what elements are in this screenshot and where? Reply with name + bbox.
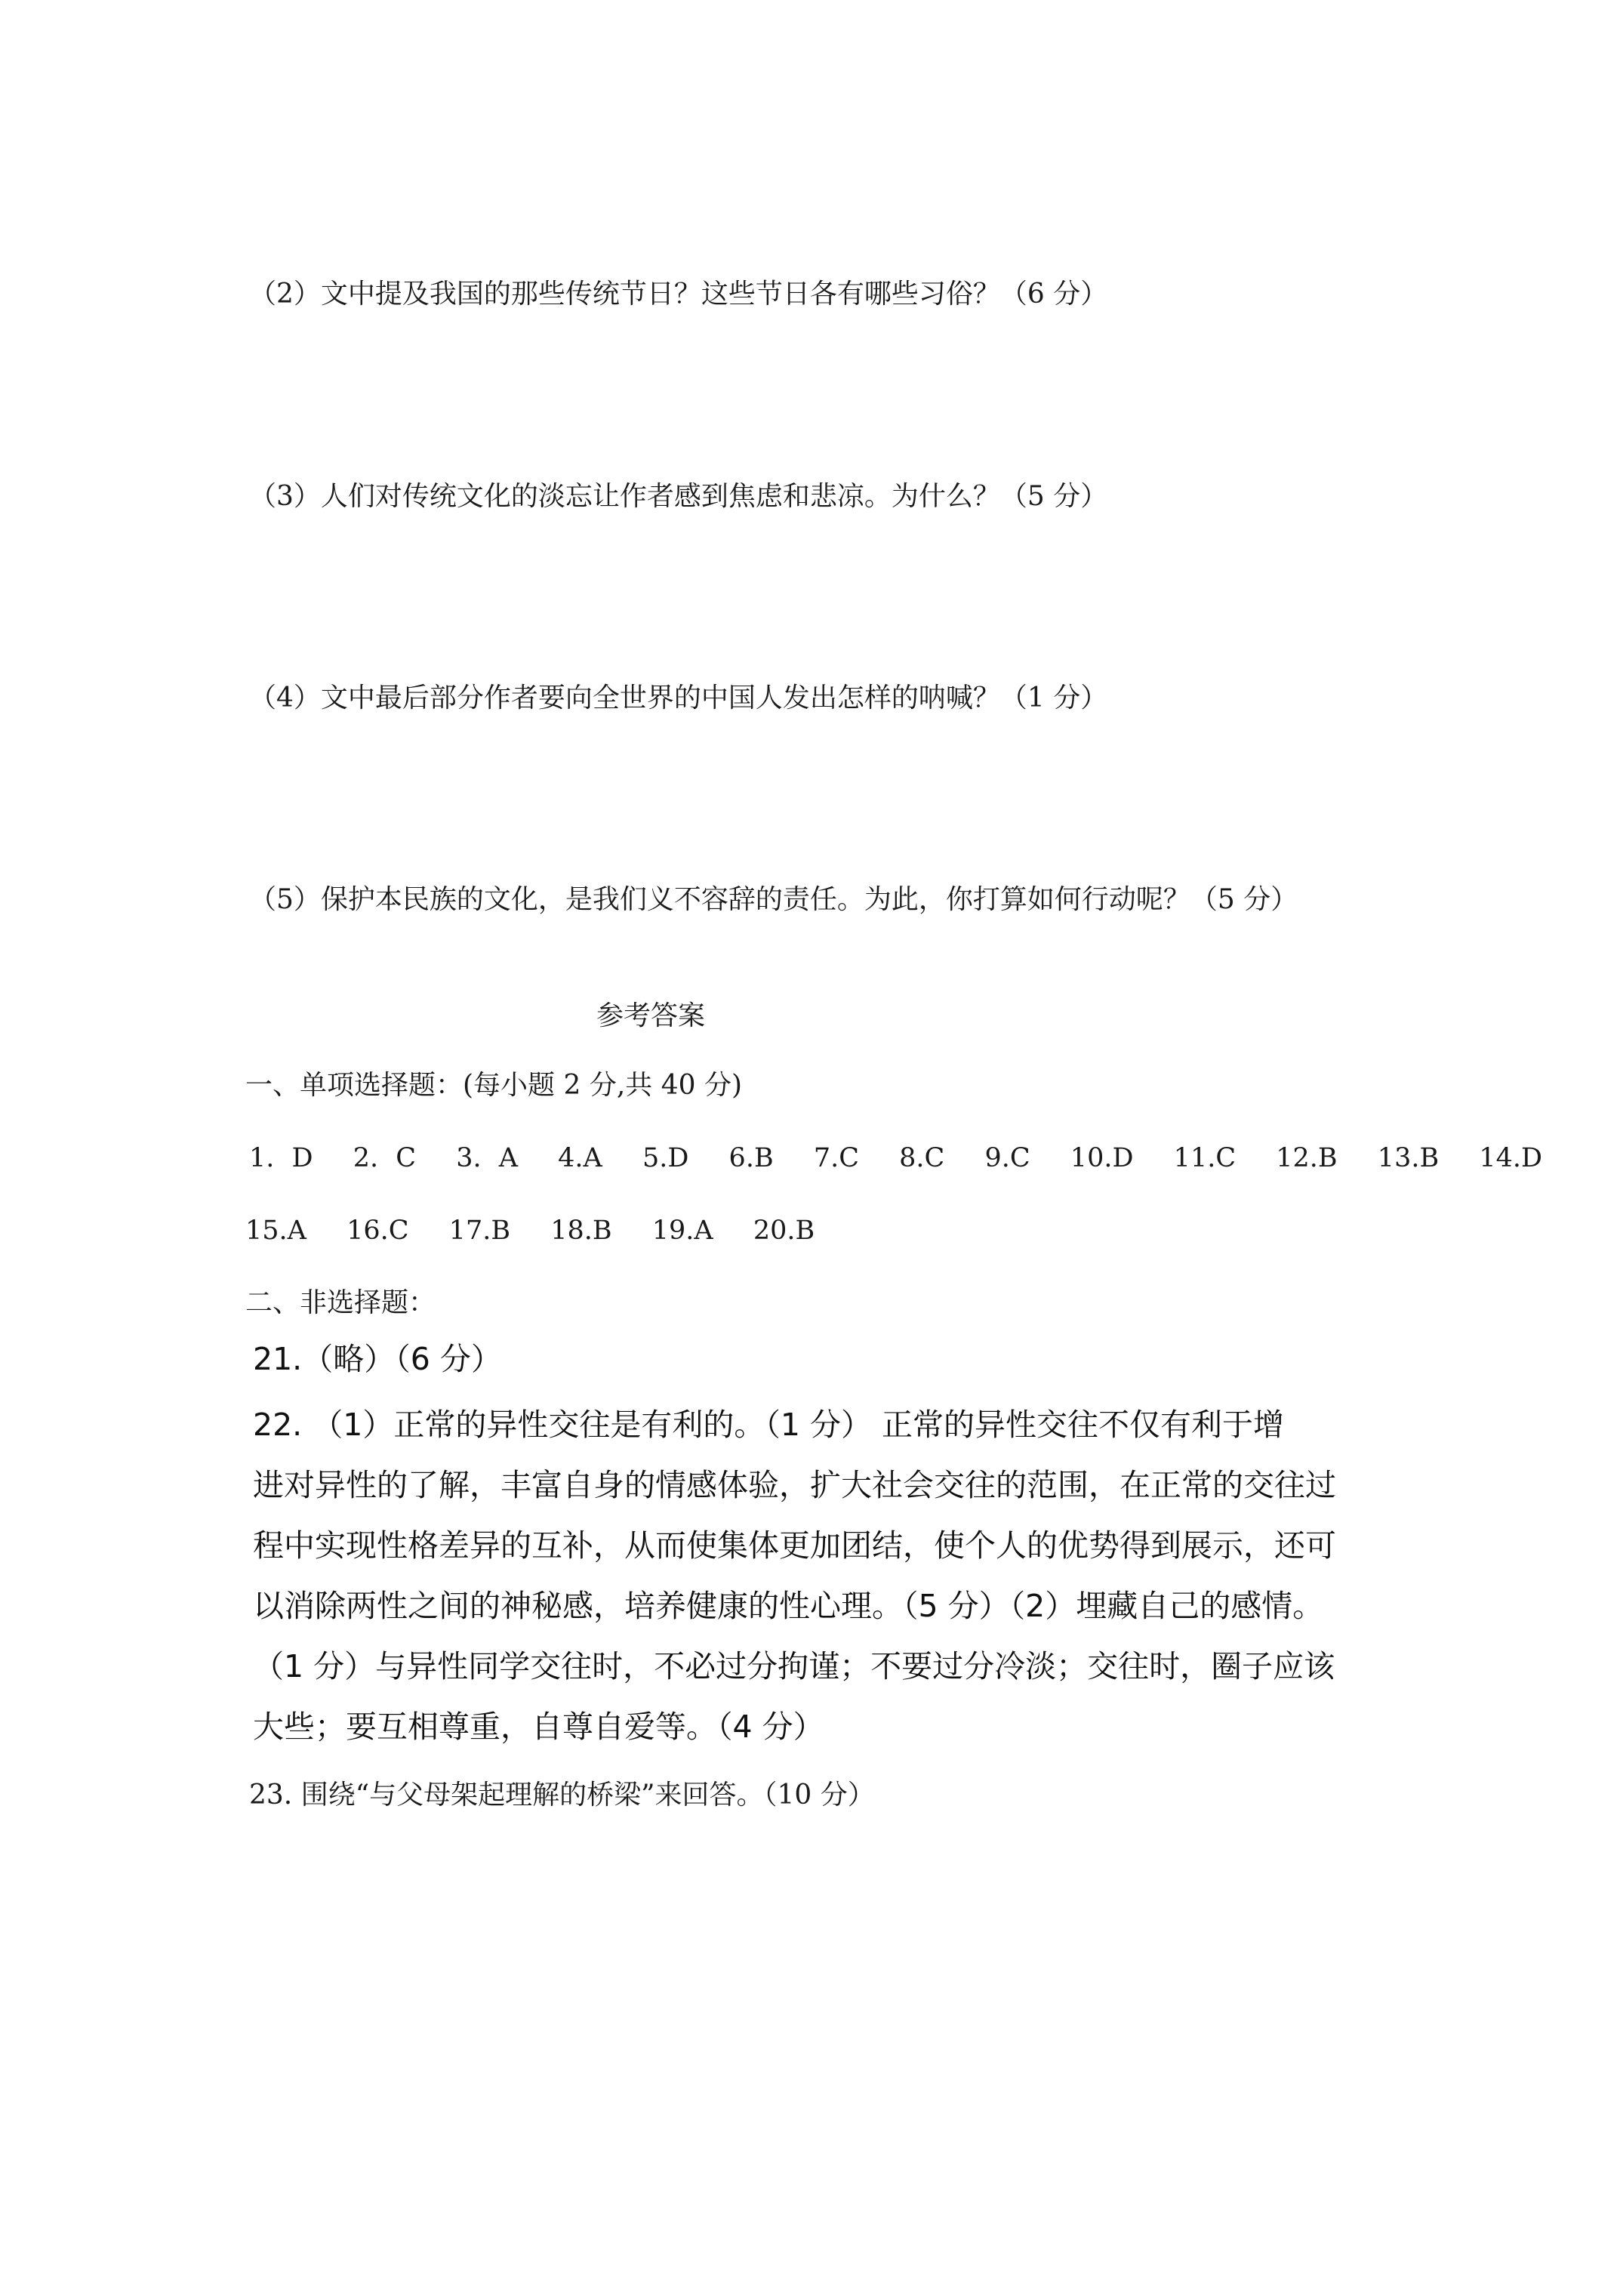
answer-22-line: 大些；要互相尊重，自尊自爱等。（4 分） bbox=[253, 1709, 824, 1745]
question-5: （5）保护本民族的文化，是我们义不容辞的责任。为此，你打算如何行动呢？（5 分） bbox=[249, 884, 1298, 915]
mc-answer: 18.B bbox=[550, 1216, 612, 1246]
question-3: （3）人们对传统文化的淡忘让作者感到焦虑和悲凉。为什么？（5 分） bbox=[249, 481, 1108, 512]
mc-answer: 6.B bbox=[728, 1143, 774, 1173]
mc-answer: 9.C bbox=[984, 1143, 1030, 1173]
mc-answer: 16.C bbox=[346, 1216, 409, 1246]
mc-answer: 19.A bbox=[651, 1216, 713, 1246]
mc-answer: 12.B bbox=[1276, 1143, 1338, 1173]
answer-22-line: 以消除两性之间的神秘感，培养健康的性心理。（5 分）（2）埋藏自己的感情。 bbox=[253, 1588, 1324, 1624]
mc-answer: 14.D bbox=[1479, 1143, 1543, 1173]
section-single-choice: 一、单项选择题：(每小题 2 分,共 40 分) bbox=[245, 1070, 743, 1101]
mc-answer: 11.C bbox=[1173, 1143, 1236, 1173]
mc-answer: 3. A bbox=[456, 1143, 518, 1173]
mc-answer: 8.C bbox=[899, 1143, 945, 1173]
answer-22-line: 22. （1）正常的异性交往是有利的。（1 分） 正常的异性交往不仅有利于增 bbox=[253, 1407, 1284, 1443]
answer-21: 21.（略）（6 分） bbox=[253, 1341, 502, 1377]
answers-title: 参考答案 bbox=[596, 1000, 706, 1031]
answer-22-line: 程中实现性格差异的互补，从而使集体更加团结，使个人的优势得到展示，还可 bbox=[253, 1527, 1336, 1564]
mc-answer: 4.A bbox=[558, 1143, 602, 1173]
section-non-choice: 二、非选择题： bbox=[245, 1287, 436, 1318]
mc-answer: 20.B bbox=[753, 1216, 815, 1246]
mc-answer: 5.D bbox=[642, 1143, 689, 1173]
question-4: （4）文中最后部分作者要向全世界的中国人发出怎样的呐喊？（1 分） bbox=[249, 683, 1108, 713]
mc-answer: 17.B bbox=[448, 1216, 511, 1246]
mc-answers-row-2 bbox=[245, 1214, 837, 1247]
mc-answer: 10.D bbox=[1070, 1143, 1134, 1173]
mc-answer: 2. C bbox=[353, 1143, 417, 1173]
answer-23: 23. 围绕“与父母架起理解的桥梁”来回答。（10 分） bbox=[249, 1780, 875, 1811]
mc-answer: 1. D bbox=[249, 1143, 313, 1173]
mc-answers-row-1 bbox=[249, 1142, 1565, 1175]
mc-answer: 7.C bbox=[813, 1143, 859, 1173]
answer-22-line: （1 分）与异性同学交往时，不必过分拘谨；不要过分冷淡；交往时，圈子应该 bbox=[253, 1648, 1335, 1684]
question-2: （2）文中提及我国的那些传统节日？这些节日各有哪些习俗？（6 分） bbox=[249, 279, 1108, 310]
mc-answer: 15.A bbox=[245, 1216, 306, 1246]
answer-22-line: 进对异性的了解，丰富自身的情感体验，扩大社会交往的范围，在正常的交往过 bbox=[253, 1467, 1336, 1503]
mc-answer: 13.B bbox=[1377, 1143, 1440, 1173]
